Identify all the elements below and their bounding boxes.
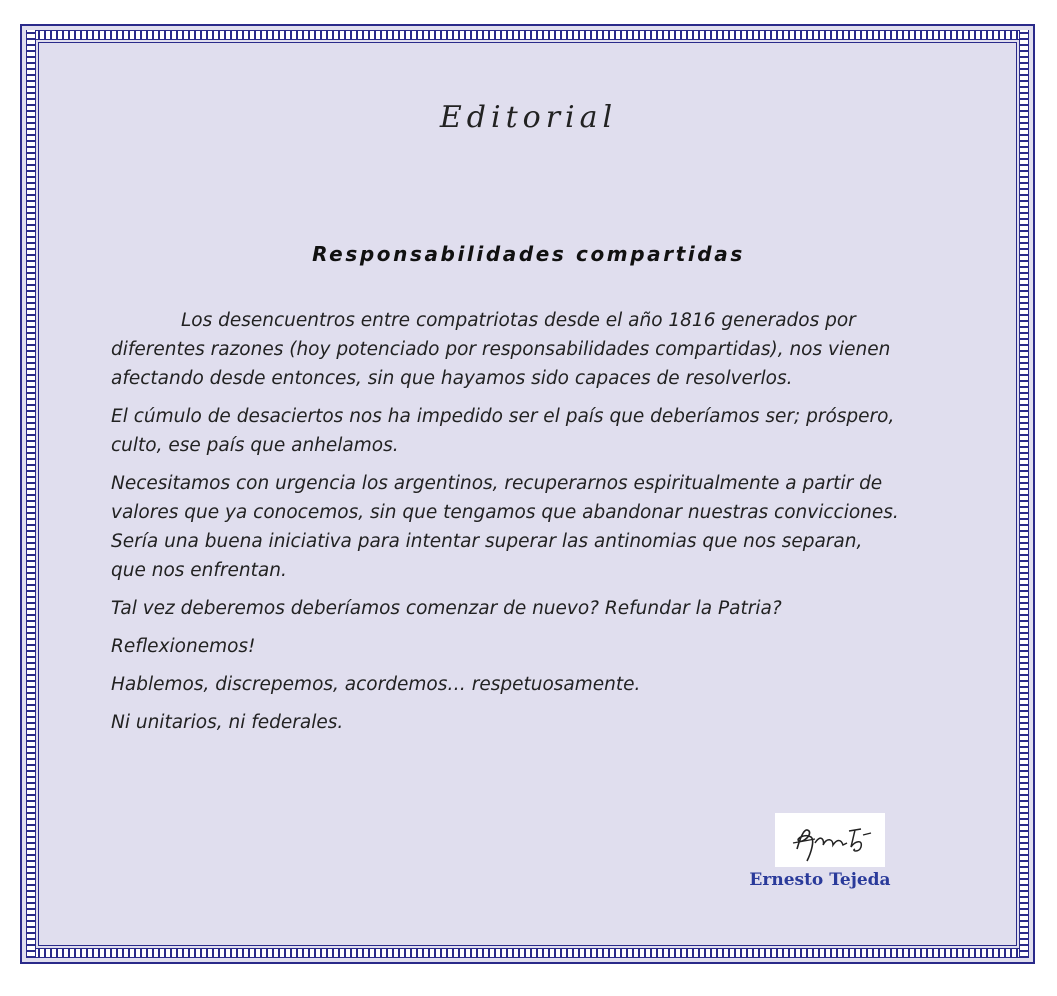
greek-key-border-top xyxy=(26,30,1029,40)
greek-key-border-right xyxy=(1019,30,1029,958)
paragraph: Los desencuentros entre compatriotas desde el año 1816 generados por diferentes razones (hoy potenciado por responsabilidades compartidas), nos vienen afectando desde entonces, sin que hayamos sido capaces de resolverlos. xyxy=(111,310,891,389)
signature-name: Ernesto Tejeda xyxy=(749,870,891,890)
paragraph: Tal vez deberemos deberíamos comenzar de nuevo? Refundar la Patria? xyxy=(111,598,782,619)
paragraph: Hablemos, discrepemos, acordemos… respetuosamente. xyxy=(111,674,641,695)
article-body xyxy=(111,306,901,746)
greek-key-border-left xyxy=(26,30,36,958)
page-title: Editorial xyxy=(439,100,618,135)
paragraph: El cúmulo de desaciertos nos ha impedido ser el país que deberíamos ser; próspero, culto, ese país que anhelamos. xyxy=(111,406,895,456)
paragraph: Ni unitarios, ni federales. xyxy=(111,712,344,733)
article-heading: Responsabilidades compartidas xyxy=(312,242,745,266)
handwritten-signature xyxy=(775,813,885,867)
paragraph: Reflexionemos! xyxy=(111,636,256,657)
greek-key-border-bottom xyxy=(26,948,1029,958)
paragraph: Necesitamos con urgencia los argentinos, recuperarnos espiritualmente a partir de valores que ya conocemos, sin que tengamos que abandonar nuestras convicciones. Sería una buena iniciativa para intentar superar las antinomias que nos separan, que nos enfrentan. xyxy=(111,473,899,581)
